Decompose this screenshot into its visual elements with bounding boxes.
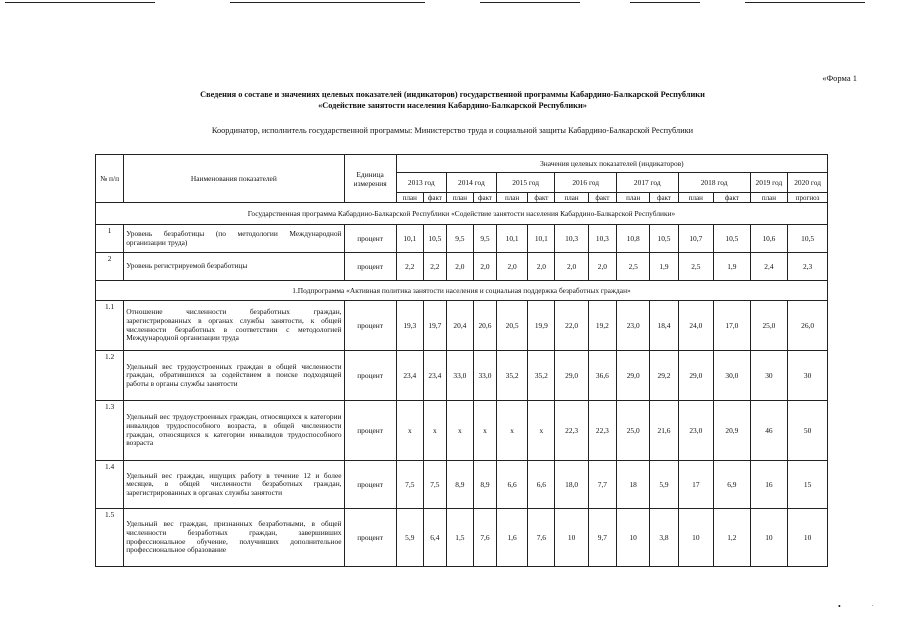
value-cell: 8,9 [446, 461, 473, 509]
value-cell: 10 [788, 509, 828, 567]
header-year: 2020 год [788, 173, 828, 193]
value-cell: 50 [788, 401, 828, 461]
value-cell: x [396, 401, 423, 461]
value-cell: 15 [788, 461, 828, 509]
header-subcolumn: план [678, 193, 714, 203]
value-cell: 19,3 [396, 301, 423, 351]
indicator-name: Уровень безработицы (по методологии Международной организации труда) [124, 225, 344, 253]
value-cell: 2,0 [588, 253, 616, 281]
value-cell: 8,9 [473, 461, 496, 509]
value-cell: 5,9 [396, 509, 423, 567]
value-cell: 24,0 [678, 301, 714, 351]
unit-cell: процент [344, 461, 396, 509]
unit-cell: процент [344, 509, 396, 567]
header-subcolumn: план [446, 193, 473, 203]
table-row [96, 461, 828, 509]
value-cell: 9,5 [446, 225, 473, 253]
value-cell: 23,0 [678, 401, 714, 461]
section-title: Государственная программа Кабардино-Балкарской Республики «Содействие занятости населения Кабардино-Балкарской Республики» [96, 203, 828, 225]
table-row [96, 351, 828, 401]
unit-cell: процент [344, 225, 396, 253]
header-subcolumn: факт [588, 193, 616, 203]
header-subcolumn: план [616, 193, 649, 203]
value-cell: 30 [788, 351, 828, 401]
value-cell: 2,3 [788, 253, 828, 281]
value-cell: 1,5 [446, 509, 473, 567]
value-cell: 18 [616, 461, 649, 509]
value-cell: 1,2 [714, 509, 751, 567]
value-cell: 10,5 [650, 225, 678, 253]
indicator-name: Отношение численности безработных граждан, зарегистрированных в органах службы занятости, к общей численности безработных в соответствии с методологией Международной организации труда [124, 301, 344, 351]
header-subcolumn: факт [714, 193, 751, 203]
value-cell: 1,9 [714, 253, 751, 281]
row-number: 1.3 [96, 401, 124, 461]
value-cell: 2,2 [423, 253, 446, 281]
header-year: 2016 год [555, 173, 617, 193]
row-number: 2 [96, 253, 124, 281]
scan-line-5 [745, 2, 865, 3]
value-cell: 10,5 [714, 225, 751, 253]
value-cell: 6,4 [423, 509, 446, 567]
indicator-name: Удельный вес трудоустроенных граждан в общей численности граждан, обратившихся за содействием в поиске подходящей работы в органы службы занятости [124, 351, 344, 401]
value-cell: 7,6 [528, 509, 555, 567]
value-cell: 10,3 [588, 225, 616, 253]
value-cell: x [496, 401, 527, 461]
row-number: 1 [96, 225, 124, 253]
value-cell: 10 [555, 509, 588, 567]
value-cell: 2,4 [750, 253, 788, 281]
value-cell: 10,7 [678, 225, 714, 253]
value-cell: 7,5 [396, 461, 423, 509]
value-cell: 23,4 [396, 351, 423, 401]
scan-mark-2: . [872, 602, 874, 608]
indicator-name: Удельный вес граждан, ищущих работу в течение 12 и более месяцев, в общей численности безработных граждан, зарегистрированных в органах службы занятости [124, 461, 344, 509]
table-row [96, 401, 828, 461]
value-cell: 10 [616, 509, 649, 567]
header-name: Наименования показателей [124, 155, 344, 203]
form-label: «Форма 1 [822, 73, 857, 83]
indicator-name: Уровень регистрируемой безработицы [124, 253, 344, 281]
value-cell: 6,9 [714, 461, 751, 509]
value-cell: 7,5 [423, 461, 446, 509]
indicator-name: Удельный вес трудоустроенных граждан, относящихся к категории инвалидов трудоспособного возраста, в общей численности граждан, относящихся к категории инвалидов трудоспособного возраста [124, 401, 344, 461]
header-num: № п/п [96, 155, 124, 203]
value-cell: 35,2 [496, 351, 527, 401]
value-cell: 20,6 [473, 301, 496, 351]
header-subcolumn: план [750, 193, 788, 203]
scan-line-3 [480, 2, 580, 3]
header-subcolumn: факт [528, 193, 555, 203]
value-cell: x [423, 401, 446, 461]
value-cell: 17 [678, 461, 714, 509]
value-cell: 22,3 [555, 401, 588, 461]
program-name: «Содействие занятости населения Кабардино-Балкарской Республики» [318, 101, 587, 110]
row-number: 1.4 [96, 461, 124, 509]
value-cell: 19,7 [423, 301, 446, 351]
table-row [96, 253, 828, 281]
value-cell: 10,5 [788, 225, 828, 253]
value-cell: 20,9 [714, 401, 751, 461]
value-cell: 33,0 [473, 351, 496, 401]
header-year: 2014 год [446, 173, 496, 193]
value-cell: 17,0 [714, 301, 751, 351]
header-unit: Единица измерения [344, 155, 396, 203]
value-cell: 6,6 [528, 461, 555, 509]
coordinator-line: Координатор, исполнитель государственной программы: Министерство труда и социальной защиты Кабардино-Балкарской Республики [211, 126, 694, 135]
value-cell: x [446, 401, 473, 461]
value-cell: 23,4 [423, 351, 446, 401]
value-cell: x [473, 401, 496, 461]
header-subcolumn: план [396, 193, 423, 203]
table-row [96, 301, 828, 351]
unit-cell: процент [344, 351, 396, 401]
indicators-table [95, 154, 828, 567]
header-subcolumn: прогноз [788, 193, 828, 203]
value-cell: 16 [750, 461, 788, 509]
value-cell: 10,8 [616, 225, 649, 253]
header-subcolumn: факт [423, 193, 446, 203]
value-cell: 26,0 [788, 301, 828, 351]
value-cell: 3,8 [650, 509, 678, 567]
value-cell: 2,2 [396, 253, 423, 281]
value-cell: 10,5 [423, 225, 446, 253]
value-cell: 21,6 [650, 401, 678, 461]
scan-line-2 [230, 2, 425, 3]
scan-mark: • [838, 602, 841, 611]
value-cell: 36,6 [588, 351, 616, 401]
header-year: 2019 год [750, 173, 788, 193]
value-cell: 30,0 [714, 351, 751, 401]
value-cell: 10,1 [496, 225, 527, 253]
value-cell: 10,3 [555, 225, 588, 253]
value-cell: 22,0 [555, 301, 588, 351]
value-cell: 10 [750, 509, 788, 567]
value-cell: 9,7 [588, 509, 616, 567]
value-cell: 5,9 [650, 461, 678, 509]
value-cell: 25,0 [750, 301, 788, 351]
scan-line-1 [5, 2, 155, 3]
header-year: 2017 год [616, 173, 678, 193]
table-row [96, 225, 828, 253]
value-cell: 22,3 [588, 401, 616, 461]
value-cell: 1,6 [496, 509, 527, 567]
row-number: 1.1 [96, 301, 124, 351]
value-cell: 30 [750, 351, 788, 401]
value-cell: 2,0 [473, 253, 496, 281]
value-cell: 10,1 [528, 225, 555, 253]
value-cell: 25,0 [616, 401, 649, 461]
header-year: 2015 год [496, 173, 554, 193]
value-cell: 10,6 [750, 225, 788, 253]
document-title: Сведения о составе и значениях целевых показателей (индикаторов) государственной программы Кабардино-Балкарской Республики [200, 90, 705, 99]
row-number: 1.2 [96, 351, 124, 401]
value-cell: 19,2 [588, 301, 616, 351]
value-cell: 6,6 [496, 461, 527, 509]
unit-cell: процент [344, 401, 396, 461]
value-cell: 33,0 [446, 351, 473, 401]
value-cell: 1,9 [650, 253, 678, 281]
value-cell: 2,5 [616, 253, 649, 281]
value-cell: 35,2 [528, 351, 555, 401]
header-year: 2013 год [396, 173, 446, 193]
value-cell: 20,5 [496, 301, 527, 351]
value-cell: 19,9 [528, 301, 555, 351]
value-cell: 9,5 [473, 225, 496, 253]
header-subcolumn: факт [473, 193, 496, 203]
value-cell: x [528, 401, 555, 461]
unit-cell: процент [344, 253, 396, 281]
table-row [96, 509, 828, 567]
value-cell: 20,4 [446, 301, 473, 351]
header-values-title: Значения целевых показателей (индикаторов) [396, 155, 827, 173]
value-cell: 29,2 [650, 351, 678, 401]
header-subcolumn: план [555, 193, 588, 203]
indicator-name: Удельный вес граждан, признанных безработными, в общей численности безработных граждан, завершивших профессиональное обучение, получивших дополнительное профессиональное образование [124, 509, 344, 567]
value-cell: 46 [750, 401, 788, 461]
value-cell: 2,0 [555, 253, 588, 281]
value-cell: 2,0 [446, 253, 473, 281]
row-number: 1.5 [96, 509, 124, 567]
value-cell: 10,1 [396, 225, 423, 253]
value-cell: 7,7 [588, 461, 616, 509]
value-cell: 23,0 [616, 301, 649, 351]
value-cell: 29,0 [616, 351, 649, 401]
value-cell: 29,0 [678, 351, 714, 401]
value-cell: 2,0 [528, 253, 555, 281]
value-cell: 18,0 [555, 461, 588, 509]
value-cell: 18,4 [650, 301, 678, 351]
header-subcolumn: план [496, 193, 527, 203]
scan-line-4 [630, 2, 700, 3]
value-cell: 2,0 [496, 253, 527, 281]
header-year: 2018 год [678, 173, 750, 193]
header-subcolumn: факт [650, 193, 678, 203]
value-cell: 2,5 [678, 253, 714, 281]
section-title: 1.Подпрограмма «Активная политика занятости населения и социальная поддержка безработных граждан» [96, 281, 828, 301]
value-cell: 29,0 [555, 351, 588, 401]
value-cell: 10 [678, 509, 714, 567]
unit-cell: процент [344, 301, 396, 351]
value-cell: 7,6 [473, 509, 496, 567]
